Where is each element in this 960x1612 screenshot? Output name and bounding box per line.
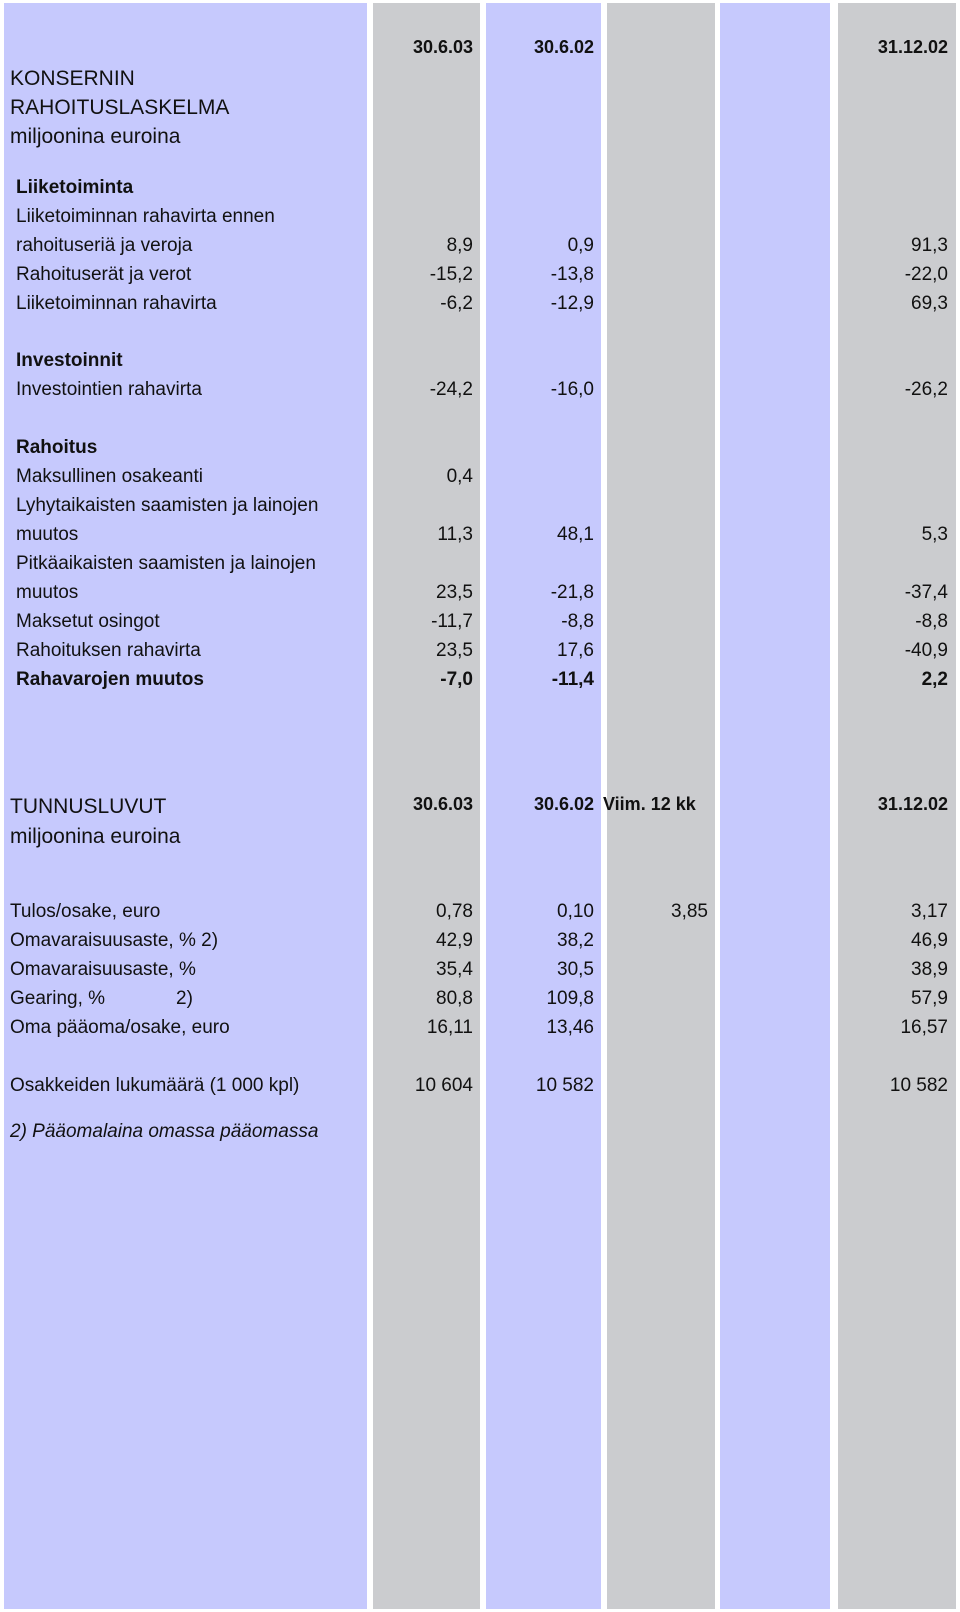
keyfigures-subtitle: miljoonina euroina (10, 825, 181, 848)
cell-30-6-02: -21,8 (550, 582, 594, 603)
row-label: Maksetut osingot (16, 611, 160, 632)
row-label: Investointien rahavirta (16, 379, 202, 400)
section-heading-financing: Rahoitus (16, 437, 98, 458)
footnote: 2) Pääomalaina omassa pääomassa (10, 1121, 319, 1142)
kf-cell-31-12-02: 46,9 (911, 930, 948, 951)
cell-30-6-03: -24,2 (429, 379, 473, 400)
column-header-30-6-02: 30.6.02 (533, 37, 594, 57)
kf-row-label: Tulos/osake, euro (10, 901, 161, 922)
row-label: Liiketoiminnan rahavirta (16, 293, 217, 314)
kf-cell-31-12-02: 38,9 (911, 959, 948, 980)
section-heading-operations: Liiketoiminta (16, 177, 134, 198)
cell-31-12-02: 5,3 (921, 524, 948, 545)
kf-cell-30-6-03: 0,78 (436, 901, 473, 922)
cell-30-6-03: -7,0 (440, 669, 473, 690)
kf-cell-31-12-02: 10 582 (889, 1075, 948, 1096)
column-header-31-12-02: 31.12.02 (877, 37, 948, 57)
kf-cell-30-6-03: 16,11 (426, 1017, 473, 1038)
kf-cell-last-12m: 3,85 (671, 901, 708, 922)
kf-cell-30-6-03: 35,4 (436, 959, 473, 980)
cell-31-12-02: -40,9 (904, 640, 948, 661)
kf-cell-30-6-02: 30,5 (557, 959, 594, 980)
keyfigures-title: TUNNUSLUVUT (10, 795, 167, 818)
kf-header-30-6-03: 30.6.03 (412, 794, 473, 814)
kf-row-label: Gearing, % (10, 988, 106, 1009)
kf-cell-30-6-03: 10 604 (414, 1075, 473, 1096)
cell-30-6-02: -13,8 (550, 264, 594, 285)
cell-30-6-03: 23,5 (436, 640, 473, 661)
cashflow-title-line2: RAHOITUSLASKELMA (10, 96, 230, 119)
kf-row-note: 2) (176, 988, 193, 1009)
kf-cell-31-12-02: 16,57 (900, 1017, 948, 1038)
column-header-30-6-03: 30.6.03 (412, 37, 473, 57)
kf-header-31-12-02: 31.12.02 (877, 794, 948, 814)
row-label: Lyhytaikaisten saamisten ja lainojen (16, 495, 319, 516)
kf-cell-30-6-02: 109,8 (546, 988, 594, 1009)
cell-30-6-02: 48,1 (557, 524, 594, 545)
cell-30-6-02: -16,0 (550, 379, 594, 400)
row-label: Rahoituksen rahavirta (16, 640, 201, 661)
cell-31-12-02: -26,2 (904, 379, 948, 400)
cell-30-6-03: -6,2 (440, 293, 473, 314)
kf-header-last-12m: Viim. 12 kk (603, 794, 696, 814)
kf-cell-30-6-02: 0,10 (557, 901, 594, 922)
kf-row-label: Osakkeiden lukumäärä (1 000 kpl) (10, 1075, 300, 1096)
kf-row-label: Oma pääoma/osake, euro (10, 1017, 230, 1038)
cell-31-12-02: -8,8 (915, 611, 948, 632)
cell-31-12-02: 69,3 (911, 293, 948, 314)
kf-cell-30-6-02: 38,2 (557, 930, 594, 951)
row-label: muutos (16, 524, 79, 545)
kf-cell-31-12-02: 3,17 (911, 901, 948, 922)
cell-30-6-02: -12,9 (550, 293, 594, 314)
cell-31-12-02: -22,0 (904, 264, 948, 285)
cell-30-6-03: -11,7 (431, 611, 473, 632)
cell-30-6-03: 23,5 (436, 582, 473, 603)
cell-31-12-02: -37,4 (904, 582, 948, 603)
cell-31-12-02: 2,2 (921, 669, 948, 690)
kf-cell-30-6-03: 42,9 (436, 930, 473, 951)
kf-cell-30-6-03: 80,8 (436, 988, 473, 1009)
cell-30-6-03: -15,2 (429, 264, 473, 285)
row-label: Pitkäaikaisten saamisten ja lainojen (16, 553, 316, 574)
row-label-total: Rahavarojen muutos (16, 669, 204, 690)
kf-cell-30-6-02: 10 582 (535, 1075, 594, 1096)
column-background (720, 3, 830, 1609)
cell-30-6-03: 8,9 (446, 235, 473, 256)
cashflow-title-line1: KONSERNIN (10, 67, 135, 90)
row-label: Maksullinen osakeanti (16, 466, 203, 487)
row-label: muutos (16, 582, 79, 603)
cashflow-subtitle: miljoonina euroina (10, 125, 181, 148)
cell-30-6-02: 0,9 (567, 235, 594, 256)
kf-header-30-6-02: 30.6.02 (533, 794, 594, 814)
cell-30-6-03: 0,4 (446, 466, 473, 487)
kf-row-label: Omavaraisuusaste, % (10, 959, 196, 980)
row-label: rahoituseriä ja veroja (16, 235, 193, 256)
cell-30-6-02: 17,6 (557, 640, 594, 661)
kf-cell-31-12-02: 57,9 (911, 988, 948, 1009)
row-label: Rahoituserät ja verot (16, 264, 192, 285)
kf-cell-30-6-02: 13,46 (546, 1017, 594, 1038)
cell-30-6-03: 11,3 (437, 524, 473, 545)
cell-30-6-02: -11,4 (551, 669, 594, 690)
section-heading-investments: Investoinnit (16, 350, 123, 371)
kf-row-label: Omavaraisuusaste, % 2) (10, 930, 219, 951)
cell-31-12-02: 91,3 (911, 235, 948, 256)
row-label: Liiketoiminnan rahavirta ennen (16, 206, 275, 227)
cell-30-6-02: -8,8 (561, 611, 594, 632)
